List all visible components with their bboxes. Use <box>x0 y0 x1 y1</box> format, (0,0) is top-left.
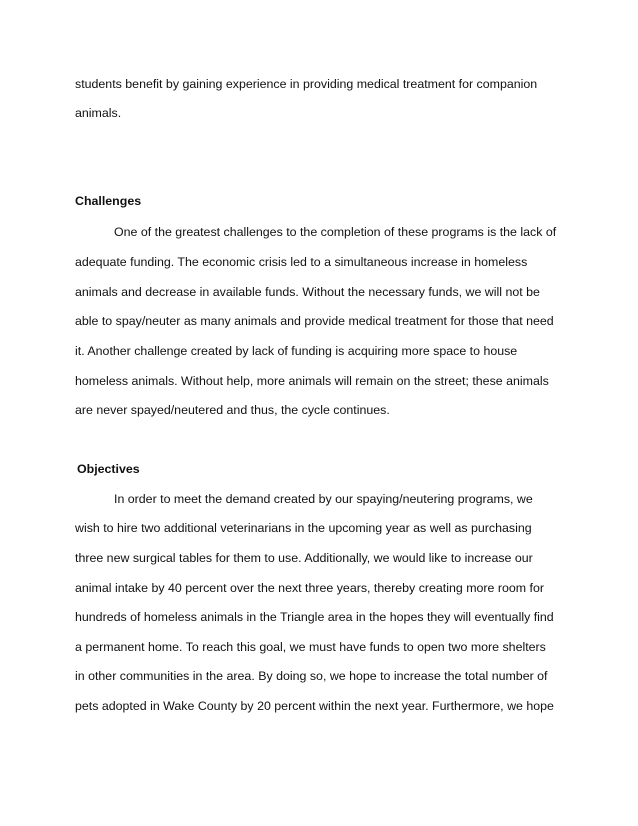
objectives-line-6: a permanent home. To reach this goal, we must have funds to open two more shelters <box>75 640 546 654</box>
objectives-line-7: in other communities in the area. By doing so, we hope to increase the total number of <box>75 669 548 683</box>
challenges-line-1: One of the greatest challenges to the completion of these programs is the lack of <box>114 225 557 239</box>
challenges-line-7: are never spayed/neutered and thus, the cycle continues. <box>75 403 390 417</box>
continuation-line-2: animals. <box>75 106 122 120</box>
challenges-line-2: adequate funding. The economic crisis led to a simultaneous increase in homeless <box>75 255 528 269</box>
continuation-line-1: students benefit by gaining experience in providing medical treatment for companion <box>75 77 538 91</box>
challenges-line-4: able to spay/neuter as many animals and provide medical treatment for those that need <box>75 314 554 328</box>
objectives-line-3: three new surgical tables for them to use. Additionally, we would like to increase our <box>75 551 533 565</box>
objectives-heading: Objectives <box>77 462 140 476</box>
challenges-line-3: animals and decrease in available funds. Without the necessary funds, we will not be <box>75 285 540 299</box>
objectives-line-8: pets adopted in Wake County by 20 percent within the next year. Furthermore, we hope <box>75 699 554 713</box>
challenges-heading: Challenges <box>75 194 142 208</box>
objectives-line-5: hundreds of homeless animals in the Triangle area in the hopes they will eventually find <box>75 610 554 624</box>
challenges-line-6: homeless animals. Without help, more animals will remain on the street; these animals <box>75 374 549 388</box>
objectives-line-2: wish to hire two additional veterinarians in the upcoming year as well as purchasing <box>75 521 532 535</box>
challenges-line-5: it. Another challenge created by lack of funding is acquiring more space to house <box>75 344 518 358</box>
objectives-line-4: animal intake by 40 percent over the next three years, thereby creating more room for <box>75 581 545 595</box>
objectives-line-1: In order to meet the demand created by our spaying/neutering programs, we <box>114 492 533 506</box>
